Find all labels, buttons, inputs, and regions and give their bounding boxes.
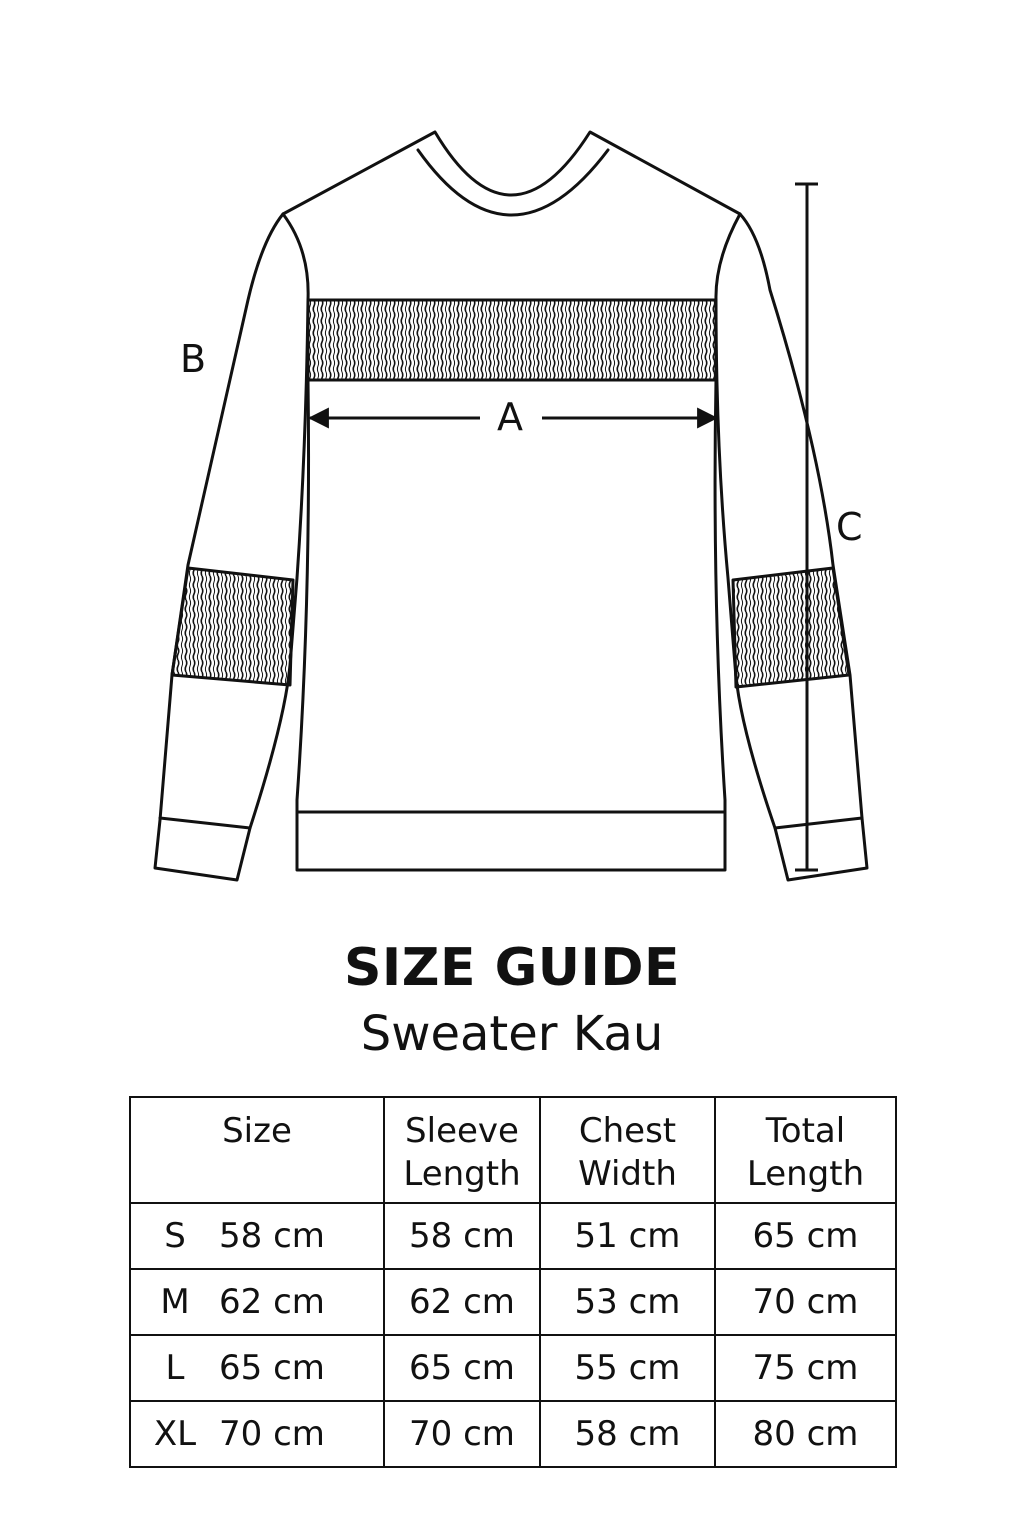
table-row [130, 1203, 896, 1269]
cell-size [130, 1269, 384, 1335]
header-sleeve-length: Sleeve Length [384, 1097, 540, 1203]
cell-chest: 51 cm [540, 1203, 715, 1269]
size-letter: S [164, 1215, 186, 1256]
cell-chest: 58 cm [540, 1401, 715, 1467]
cell-total: 80 cm [715, 1401, 896, 1467]
cell-total: 65 cm [715, 1203, 896, 1269]
size-letter: M [160, 1281, 190, 1322]
cell-total: 75 cm [715, 1335, 896, 1401]
cell-size [130, 1335, 384, 1401]
cell-size [130, 1203, 384, 1269]
cell-sleeve: 70 cm [384, 1401, 540, 1467]
cell-chest: 55 cm [540, 1335, 715, 1401]
header-chest-width: Chest Width [540, 1097, 715, 1203]
table-row [130, 1269, 896, 1335]
table-row [130, 1401, 896, 1467]
page-subtitle: Sweater Kau [360, 1006, 664, 1062]
dimension-label-a: A [497, 395, 523, 439]
size-value: 70 cm [219, 1413, 325, 1454]
sweater-body [283, 132, 740, 870]
right-cuff-line [775, 818, 862, 828]
table-header-row [130, 1097, 896, 1203]
cell-chest: 53 cm [540, 1269, 715, 1335]
size-letter: L [165, 1347, 185, 1388]
table-row [130, 1335, 896, 1401]
page-title: SIZE GUIDE [343, 938, 681, 998]
collar [418, 150, 608, 215]
size-value: 65 cm [219, 1347, 325, 1388]
cell-sleeve: 65 cm [384, 1335, 540, 1401]
left-cuff-line [160, 818, 250, 828]
size-letter: XL [153, 1413, 197, 1454]
size-value: 62 cm [219, 1281, 325, 1322]
cell-total: 70 cm [715, 1269, 896, 1335]
size-value: 58 cm [219, 1215, 325, 1256]
cell-sleeve: 58 cm [384, 1203, 540, 1269]
cell-sleeve: 62 cm [384, 1269, 540, 1335]
size-table [129, 1096, 897, 1468]
dimension-label-b: B [180, 337, 207, 381]
left-sleeve [155, 214, 308, 880]
header-total-length: Total Length [715, 1097, 896, 1203]
cell-size [130, 1401, 384, 1467]
dimension-label-c: C [836, 505, 863, 549]
header-size: Size [130, 1097, 384, 1203]
chest-band [308, 300, 716, 380]
right-sleeve-band [733, 568, 849, 687]
left-sleeve-band [172, 568, 293, 685]
